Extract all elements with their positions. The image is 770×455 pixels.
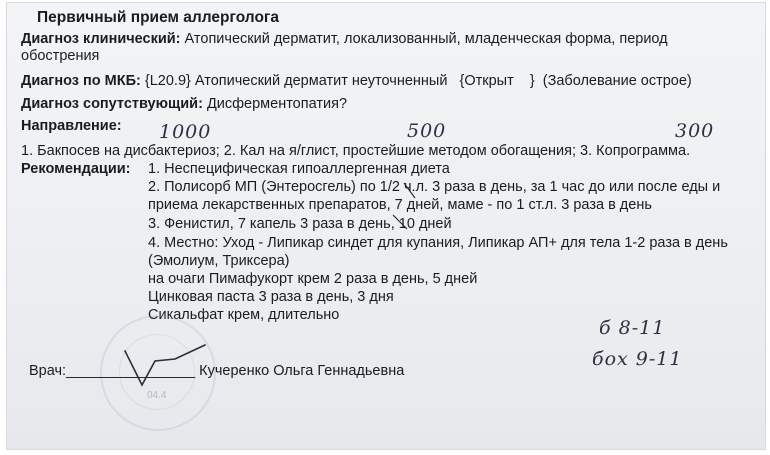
recommendation-item: 3. Фенистил, 7 капель 3 раза в день, 10 дней bbox=[148, 216, 452, 232]
recommendation-item: Сикальфат крем, длительно bbox=[148, 307, 340, 323]
handwritten-note-1: б 8-11 bbox=[599, 317, 666, 339]
referral-text: 1. Бакпосев на дисбактериоз; 2. Кал на я/глист, простейшие методом обогащения; 3. Копрограмма. bbox=[21, 143, 691, 159]
handwritten-marks bbox=[7, 3, 765, 449]
mkb-diagnosis-label: Диагноз по МКБ: bbox=[21, 73, 141, 89]
clinical-diagnosis-label: Диагноз клинический: bbox=[21, 31, 181, 47]
clinical-diagnosis-text: Атопический дерматит, локализованный, младенческая форма, период bbox=[184, 31, 668, 47]
concomitant-diagnosis-text: Дисферментопатия? bbox=[206, 96, 348, 112]
doctor-label: Врач: bbox=[29, 363, 67, 379]
stamp-text: 04.4 bbox=[147, 390, 167, 401]
fraction-correction-mark bbox=[404, 183, 415, 198]
number-correction-mark bbox=[393, 215, 407, 229]
recommendation-item: 1. Неспецифическая гипоаллергенная диета bbox=[148, 161, 450, 177]
recommendation-item: приема лекарственных препаратов, 7 дней, маме - по 1 ст.л. 3 раза в день bbox=[148, 197, 652, 213]
document-title: Первичный прием аллерголога bbox=[37, 9, 279, 26]
handwritten-price-2: 500 bbox=[407, 120, 447, 142]
handwritten-note-2: бох 9-11 bbox=[592, 348, 683, 370]
recommendation-item: 4. Местно: Уход - Липикар синдет для купания, Липикар АП+ для тела 1-2 раза в день bbox=[148, 235, 728, 251]
signature-mark bbox=[125, 345, 205, 385]
handwritten-price-1: 1000 bbox=[159, 121, 212, 143]
doctor-name: Кучеренко Ольга Геннадьевна bbox=[199, 363, 405, 379]
recommendations-label: Рекомендации: bbox=[21, 161, 131, 177]
referral-label: Направление: bbox=[21, 118, 122, 134]
doctor-signature-line: ________________ bbox=[66, 363, 196, 379]
recommendation-item: 2. Полисорб МП (Энтеросгель) по 1/2 ч.л. 3 раза в день, за 1 час до или после еды и bbox=[148, 179, 721, 195]
concomitant-diagnosis-label: Диагноз сопутствующий: bbox=[21, 96, 203, 112]
handwritten-price-3: 300 bbox=[675, 120, 715, 142]
clinical-diagnosis-continuation: обострения bbox=[21, 48, 100, 64]
recommendation-item: (Эмолиум, Триксера) bbox=[148, 253, 290, 269]
recommendation-item: Цинковая паста 3 раза в день, 3 дня bbox=[148, 289, 394, 305]
document-page bbox=[6, 2, 766, 450]
recommendation-item: на очаги Пимафукорт крем 2 раза в день, 5 дней bbox=[148, 271, 478, 287]
mkb-diagnosis-text: {L20.9} Атопический дерматит неуточненный {Открыт } (Заболевание острое) bbox=[144, 73, 692, 89]
